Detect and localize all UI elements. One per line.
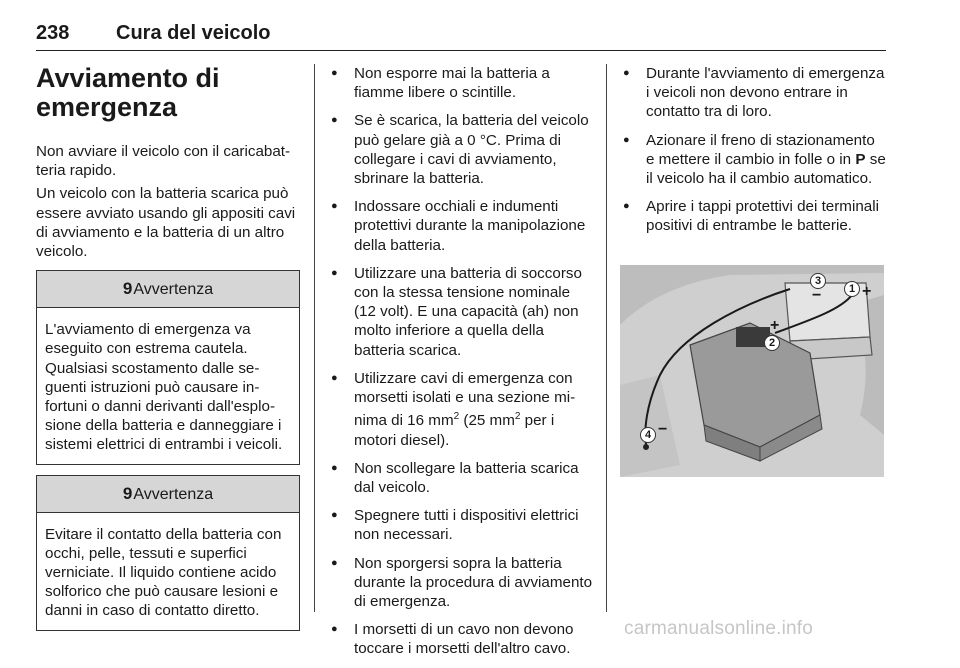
bullet-list [330,64,594,659]
list-item: ● Se è scarica, la batteria del veicolo può gelare già a 0 °C. Prima di collegare i cavi di avviamento, sbrinare la batteria. [330,111,594,188]
warning-text: Evitare il contatto della batteria con occhi, pelle, tessuti e superfici verniciate. Il liquido contiene acido solforico che può causare lesioni e danni in caso di contatto diretto. [45,525,282,620]
list-item: ● Spegnere tutti i dispositivi elettrici non necessari. [330,506,594,544]
plus-sign: + [770,317,780,334]
warning-title: Avvertenza [133,485,214,503]
section-title: Avviamento di emergenza [36,63,220,122]
warning-icon: 9 [122,483,133,503]
plus-sign: + [862,283,872,300]
list-item: ● Azionare il freno di stazionamento e mettere il cambio in folle o in P se il veicolo ha il cambio automatico. [622,131,886,189]
list-item: ● Indossare occhiali e indumenti protettivi durante la manipolazione della batteria. [330,197,594,255]
warning-header [37,271,299,308]
list-item: ● Durante l'avviamento di emergenza i veicoli non devono entrare in contatto tra di loro. [622,64,886,122]
column-divider [606,64,607,612]
list-item: ● I morsetti di un cavo non devono toccare i morsetti dell'altro cavo. [330,620,594,658]
battery-illustration [620,265,884,477]
intro-paragraph: Un veicolo con la batteria scarica può essere avviato usando gli appositi cavi di avviamento e la batteria di un altro veicolo. [36,185,296,261]
column-right [622,64,886,245]
intro-paragraph: Non avviare il veicolo con il caricabatteria rapido. [36,143,291,180]
warning-box [36,270,300,464]
engine-bay-drawing [620,265,884,477]
list-item: ● Utilizzare cavi di emergenza con morsetti isolati e una sezione minima di 16 $mm^2$ (25 $mm^2$ per i motori diesel). [330,369,594,450]
callout-4: 4 [640,427,656,443]
callout-2: 2 [764,335,780,351]
warning-header [37,476,299,513]
callout-1: 1 [844,281,860,297]
warning-box [36,475,300,631]
column-divider [314,64,315,612]
page-header [36,22,886,51]
list-item: ● Aprire i tappi protettivi dei terminali positivi di entrambe le batterie. [622,197,886,235]
minus-sign: − [658,421,668,438]
warning-icon: 9 [122,279,133,299]
watermark: carmanualsonline.info [624,618,814,639]
warning-title: Avvertenza [133,281,214,299]
chapter-title: Cura del veicolo [116,22,271,44]
callout-3: 3 [810,273,826,289]
page-number: 238 [36,22,70,44]
column-left [36,64,300,631]
list-item: ● Non sporgersi sopra la batteria durante la procedura di avviamento di emergenza. [330,554,594,612]
list-item: ● Non esporre mai la batteria a fiamme libere o scintille. [330,64,594,102]
minus-sign: − [812,287,822,304]
warning-text: L'avviamento di emergenza va eseguito con estrema cautela. Qualsiasi scostamento dalle seguenti istruzioni può causare infortuni o danni derivanti dall'esplosione della batteria e danneggiare i sistemi elettrici di entrambi i veicoli. [45,321,283,454]
list-item: ● Utilizzare una batteria di soccorso con la stessa tensione nominale (12 volt). E una capacità (ah) non molto inferiore a quella della batteria scarica. [330,264,594,360]
bullet-list [622,64,886,236]
column-middle [330,64,594,668]
list-item: ● Non scollegare la batteria scarica dal veicolo. [330,459,594,497]
